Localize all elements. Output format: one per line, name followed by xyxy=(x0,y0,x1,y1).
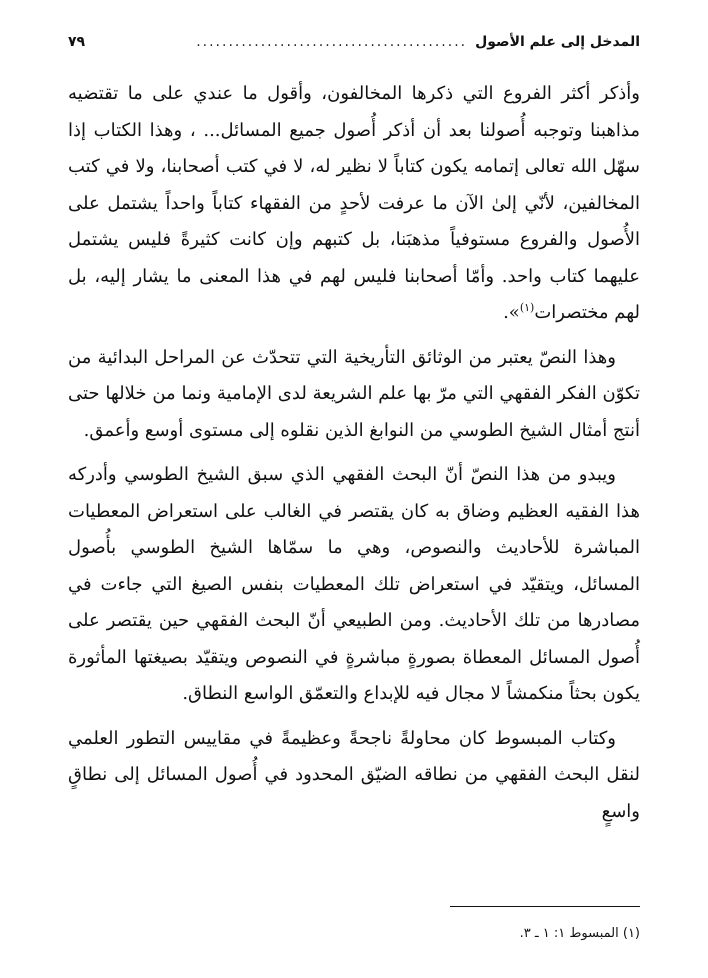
page-number: ٧٩ xyxy=(68,34,86,50)
header-title: المدخل إلى علم الأصول xyxy=(475,34,640,50)
footnote-divider xyxy=(450,906,640,907)
quote-text: وأذكر أكثر الفروع التي ذكرها المخالفون، وأقول ما عندي على ما تقتضيه مذاهبنا وتوجبه أُصولنا بعد أن أذكر أُصول جميع المسائل... ، وهذا الكتاب إذا سهّل الله تعالى إتمامه يكون كتاباً لا نظير له، لا في كتب أصحابنا، ولا في كتب المخالفين، لأنّي إلىٰ الآن ما عرفت لأحدٍ من الفقهاء كتاباً واحداً يشتمل على الأُصول والفروع مستوفياً مذهبَنا، بل كتبهم وإن كانت كثيرةً فليس يشتمل عليهما كتاب واحد. وأمّا أصحابنا فليس لهم في هذا المعنى ما يشار إليه، بل لهم مختصرات xyxy=(68,83,640,323)
paragraph: وهذا النصّ يعتبر من الوثائق التأريخية التي تتحدّث عن المراحل البدائية من تكوّن الفكر الفقهي التي مرّ بها علم الشريعة لدى الإمامية ونما من خلالها حتى أنتج أمثال الشيخ الطوسي من النوابغ الذين نقلوه إلى مستوى أوسع وأعمق. xyxy=(68,346,640,441)
paragraph: ويبدو من هذا النصّ أنّ البحث الفقهي الذي سبق الشيخ الطوسي وأدركه هذا الفقيه العظيم وضاق به كان يقتصر في الغالب على استعراض المعطيات المباشرة للأحاديث والنصوص، وهي ما سمّاها الشيخ الطوسي بأُصول المسائل، ويتقيّد في استعراض تلك المعطيات بنفس الصيغ التي جاءت في مصادرها من تلك الأحاديث. ومن الطبيعي أنّ البحث الفقهي حين يقتصر على أُصول المسائل المعطاة بصورةٍ مباشرةٍ في النصوص ويتقيّد بصيغتها المأثورة يكون بحثاً منكمشاً لا مجال فيه للإبداع والتعمّق الواسع النطاق. xyxy=(68,464,640,704)
main-text xyxy=(68,76,640,838)
paragraph: وكتاب المبسوط كان محاولةً ناجحةً وعظيمةً في مقاييس التطور العلمي لنقل البحث الفقهي من نطاقه الضيّق المحدود في أُصول المسائل إلى نطاقٍ واسعٍ xyxy=(68,727,640,822)
book-page xyxy=(68,0,640,978)
footnote: (١) المبسوط ١: ١ ـ ٣. xyxy=(519,926,640,941)
quote-close: ». xyxy=(503,302,520,323)
paragraph-quote xyxy=(68,76,640,332)
header-leader-dots: .......................................... xyxy=(196,34,468,50)
footnote-reference: (١) xyxy=(519,301,535,314)
running-header xyxy=(68,30,640,54)
